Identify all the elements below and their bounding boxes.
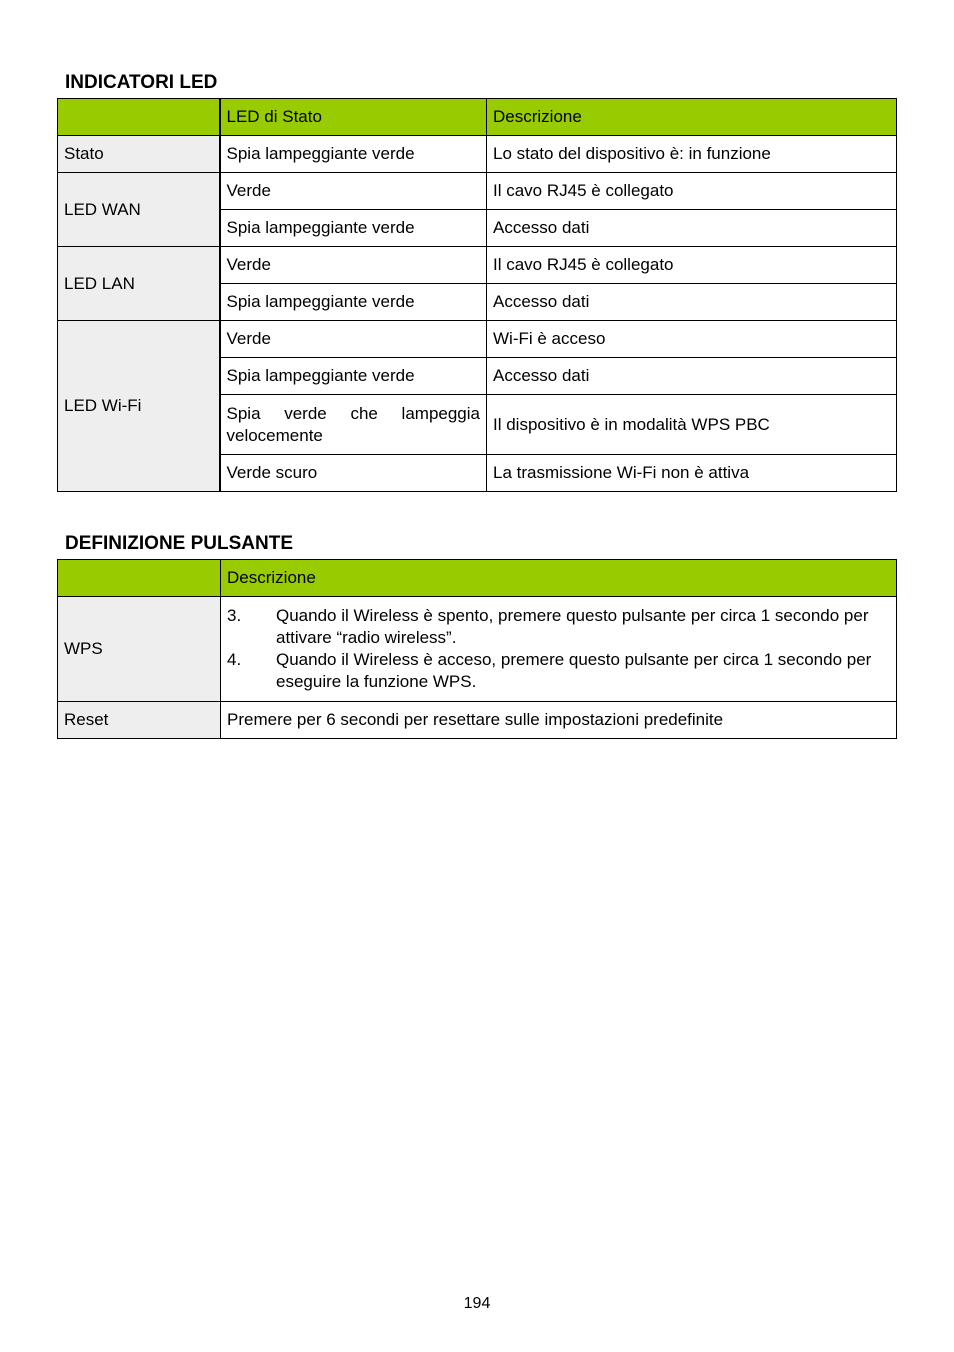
list-item-text: Quando il Wireless è spento, premere questo pulsante per circa 1 secondo per attivare “radio wireless”. [276,606,869,647]
list-item-number: 4. [227,650,242,669]
led-state-cell: Verde scuro [220,455,487,492]
row-label-led-lan: LED LAN [58,247,220,321]
wps-instructions-list [227,605,890,693]
led-indicators-table [57,98,897,492]
list-item-number: 3. [227,606,242,625]
reset-description-cell: Premere per 6 secondi per resettare sulle impostazioni predefinite [221,702,897,739]
page-number: 194 [463,1295,491,1312]
description-cell: Accesso dati [487,210,897,247]
led-state-cell: Spia verde che lampeggia velocemente [220,395,487,455]
description-cell: Il cavo RJ45 è collegato [487,173,897,210]
row-label-reset: Reset [58,702,221,739]
button-section-title: DEFINIZIONE PULSANTE [65,533,294,554]
row-label-led-wifi: LED Wi-Fi [58,321,220,492]
row-label-stato: Stato [58,136,220,173]
row-label-led-wan: LED WAN [58,173,220,247]
table-row [58,597,897,702]
table-header-row [58,99,897,136]
led-state-cell: Verde [220,247,487,284]
led-state-cell: Verde [220,173,487,210]
wps-description-cell [221,597,897,702]
list-item-text: Quando il Wireless è acceso, premere questo pulsante per circa 1 secondo per eseguire la funzione WPS. [276,650,872,691]
led-state-cell: Spia lampeggiante verde [220,210,487,247]
table-row [58,247,897,284]
header-cell-description: Descrizione [487,99,897,136]
description-cell: Accesso dati [487,284,897,321]
description-cell: Il cavo RJ45 è collegato [487,247,897,284]
led-state-cell: Verde [220,321,487,358]
header-cell-description: Descrizione [221,560,897,597]
list-item [227,605,890,649]
description-cell: Lo stato del dispositivo è: in funzione [487,136,897,173]
header-cell-empty [58,99,220,136]
led-state-cell: Spia lampeggiante verde [220,284,487,321]
row-label-wps: WPS [58,597,221,702]
led-state-cell: Spia lampeggiante verde [220,358,487,395]
button-definition-table [57,559,897,739]
table-header-row [58,560,897,597]
table-row [58,321,897,358]
header-cell-empty [58,560,221,597]
table-row [58,702,897,739]
description-cell: La trasmissione Wi-Fi non è attiva [487,455,897,492]
table-row [58,136,897,173]
list-item [227,649,890,693]
table-row [58,173,897,210]
led-state-cell: Spia lampeggiante verde [220,136,487,173]
header-cell-led-state: LED di Stato [220,99,487,136]
description-cell: Accesso dati [487,358,897,395]
description-cell: Wi-Fi è acceso [487,321,897,358]
led-section-title: INDICATORI LED [65,72,218,93]
description-cell: Il dispositivo è in modalità WPS PBC [487,395,897,455]
